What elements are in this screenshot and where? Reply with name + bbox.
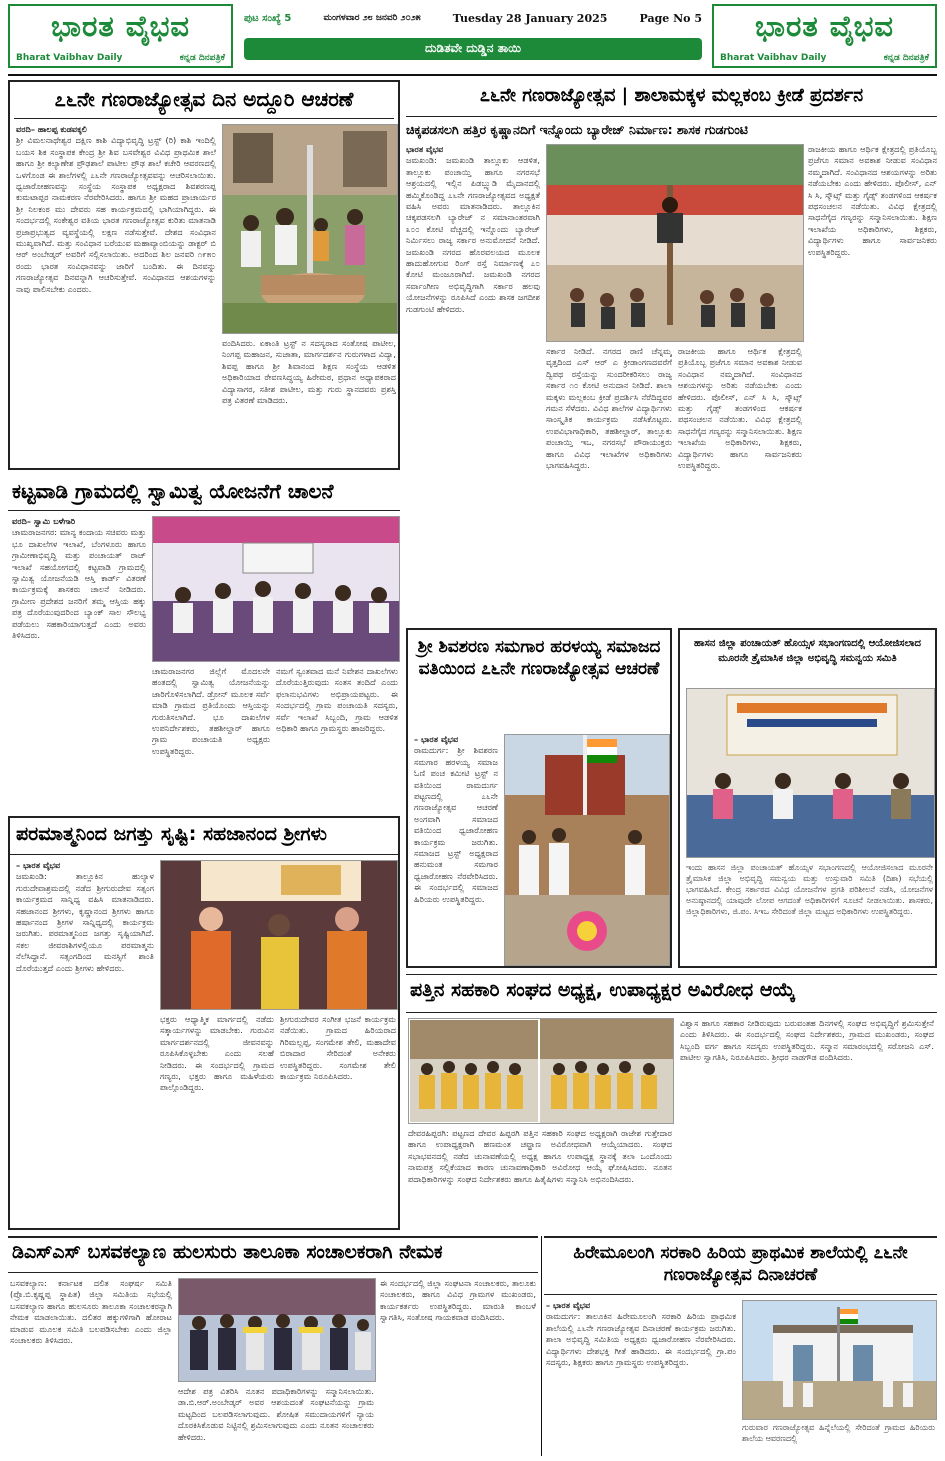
article-text: ಜಮಖಂಡಿ: ಜಮಖಂಡಿ ತಾಲ್ಲೂಕು ಆಡಳಿತ, ತಾಲ್ಲೂಕು ಪಂಚಾಯ್ತಿ ಹಾಗೂ ನಗರಸಭೆ ಆಶ್ರಯದಲ್ಲಿ ಇಲ್ಲಿನ ಪಿಡಬ್ಲ್ಯುಡಿ ಮೈದಾನದಲ್ಲಿ ಹಮ್ಮಿಕೊಂಡಿದ್ದ ೭೬ನೇ ಗಣರಾಜ್ಯೋತ್ಸವದ ಅಧ್ಯಕ್ಷತೆ ವಹಿಸಿ ಅವರು ಮಾತನಾಡಿದರು. ತಾಲ್ಲೂಕಿನ ಚಿಕ್ಕಪಡಸಲಗಿ ಬ್ಯಾರೇಜ್ ನ ಸಮಾನಾಂತರವಾಗಿ ೩೦೦ ಕೋಟಿ ವೆಚ್ಚದಲ್ಲಿ ಇನ್ನೊಂದು ಬ್ಯಾರೇಜ್ ನಿರ್ಮಿಸಲು ರಾಜ್ಯ ಸರ್ಕಾರ ಅನುಮೋದನೆ ನೀಡಿದೆ. ಜಮಖಂಡಿ ನಗರದ ಹೊರವಲಯದ ಮೂಲಕ ಹಾದುಹೋಗುವ ರಿಂಗ್ ರಸ್ತೆ ನಿರ್ಮಾಣಕ್ಕೆ ೭೦ ಕೋಟಿ ಮಂಜೂರಾಗಿದೆ. ಜಮಖಂಡಿ ನಗರದ ಸರ್ವಾಂಗೀಣ ಅಭಿವೃದ್ಧಿಗಾಗಿ ಸರ್ಕಾರ ಹಲವು ಯೋಜನೆಗಳನ್ನು ರೂಪಿಸಿದೆ ಎಂದು ಶಾಸಕ ಜಗದೀಶ ಗುಡಗುಂಟಿ ಹೇಳಿದರು. <box>406 155 540 314</box>
kannada-tag: ಕನ್ನಡ ದಿನಪತ್ರಿಕೆ <box>883 53 929 63</box>
article-text: ರಾಮದುರ್ಗ: ತಾಲೂಕಿನ ಹಿರೇಮೂಲಂಗಿ ಸರಕಾರಿ ಹಿರಿಯ ಪ್ರಾಥಮಿಕ ಶಾಲೆಯಲ್ಲಿ ೭೬ನೇ ಗಣರಾಜ್ಯೋತ್ಸವ ದಿನಾಚರಣೆ ಕಾರ್ಯಕ್ರಮ ಜರುಗಿತು. ಶಾಲಾ ಅಭಿವೃದ್ಧಿ ಸಮಿತಿಯ ಅಧ್ಯಕ್ಷರು ಧ್ವಜಾರೋಹಣ ನೆರವೇರಿಸಿದರು. ವಿದ್ಯಾರ್ಥಿಗಳು ದೇಶಭಕ್ತಿ ಗೀತೆ ಹಾಡಿದರು. ಈ ಸಂದರ್ಭದಲ್ಲಿ ಗ್ರಾ.ಪಂ ಸದಸ್ಯರು, ಶಿಕ್ಷಕರು ಹಾಗೂ ಗ್ರಾಮಸ್ಥರು ಉಪಸ್ಥಿತರಿದ್ದರು. <box>546 1311 736 1368</box>
article-dss-appointment <box>8 1236 538 1456</box>
article-headline: ಪತ್ತಿನ ಸಹಕಾರಿ ಸಂಘದ ಅಧ್ಯಕ್ಷ, ಉಪಾಧ್ಯಕ್ಷರ ಅವಿರೋಧ ಆಯ್ಕೆ <box>410 979 796 1001</box>
article-byline: ವರದಿ– ಹಾಲಪ್ಪ ಕುಡವಕ್ಕಲಿ <box>16 124 87 134</box>
article-haralayya-samaja <box>406 628 672 968</box>
article-swamitva-scheme <box>8 476 400 812</box>
issue-volume: ಪುಟ ಸಂಖ್ಯೆ 5 <box>244 12 292 24</box>
article-disha-meeting <box>678 628 937 968</box>
article-headline: ೭೬ನೇ ಗಣರಾಜ್ಯೋತ್ಸವ ದಿನ ಅದ್ದೂರಿ ಆಚರಣೆ <box>54 87 354 111</box>
photo-stage-dignitaries <box>152 516 400 662</box>
article-body <box>16 860 154 1226</box>
photo-flag-hoisting <box>222 124 398 334</box>
kannada-tag: ಕನ್ನಡ ದಿನಪತ್ರಿಕೆ <box>179 53 225 63</box>
article-body-continued: ರಾಜಕೀಯ ಹಾಗೂ ಆರ್ಥಿಕ ಕ್ಷೇತ್ರದಲ್ಲಿ ಪ್ರತಿಯೊಬ್ಬ ಪ್ರಜೆಗೂ ಸಮಾನ ಅವಕಾಶ ನೀಡುವ ಸಂವಿಧಾನ ನಮ್ಮದಾಗಿದೆ. ಸಂವಿಧಾನದ ಆಶಯಗಳನ್ನು ಅರಿತು ನಡೆಯಬೇಕು ಎಂದು ಹೇಳಿದರು. ಪೊಲೀಸ್, ಎನ್ ಸಿ ಸಿ, ಸ್ಕೌಟ್ಸ್ ಮತ್ತು ಗೈಡ್ಸ್ ತಂಡಗಳಿಂದ ಆಕರ್ಷಕ ಪಥಸಂಚಲನ ನಡೆಯಿತು. ವಿವಿಧ ಕ್ಷೇತ್ರದಲ್ಲಿ ಸಾಧನೆಗೈದ ಗಣ್ಯರನ್ನು ಸನ್ಮಾನಿಸಲಾಯಿತು. ಶಿಕ್ಷಣ ಇಲಾಖೆಯ ಅಧಿಕಾರಿಗಳು, ಶಿಕ್ಷಕರು, ವಿದ್ಯಾರ್ಥಿಗಳು ಹಾಗೂ ಸಾರ್ವಜನಿಕರು ಉಪಸ್ಥಿತರಿದ್ದರು. <box>678 346 802 471</box>
article-body-continued: ಶ್ರೀಗುರುದೇವರ ಸಂಗೀತ ಭಜನೆ ಕಾರ್ಯಕ್ರಮ ನಡೆಯಿತು. ಗ್ರಾಮದ ಹಿರಿಯರಾದ ಗಿರಿಮಲ್ಲಪ್ಪ, ಸಂಗಮೇಶ ತೇಲಿ, ಮಹಾದೇವ ಬಿರಾದಾರ ಸೇರಿದಂತೆ ಅನೇಕರು ಉಪಸ್ಥಿತರಿದ್ದರು. ಸಂಗಮೇಶ ತೇಲಿ ಕಾರ್ಯಕ್ರಮ ನಿರೂಪಿಸಿದರು. <box>280 1014 396 1082</box>
issue-info <box>244 10 702 26</box>
article-subheadline: ಚಿಕ್ಕಪಡಸಲಗಿ ಹತ್ತಿರ ಕೃಷ್ಣಾನದಿಗೆ ಇನ್ನೊಂದು ಬ್ಯಾರೇಜ್ ನಿರ್ಮಾಣ: ಶಾಸಕ ಗುಡಗುಂಟಿ <box>406 122 748 137</box>
article-text: ಚಾಮರಾಜನಗರ: ಮಾನ್ಯ ಕಂದಾಯ ಸಚಿವರು ಮತ್ತು ಭೂ ದಾಖಲೆಗಳ ಇಲಾಖೆ, ಬೆಂಗಳೂರು ಹಾಗೂ ಗ್ರಾಮೀಣಾಭಿವೃದ್ಧಿ ಮತ್ತು ಪಂಚಾಯತ್ ರಾಜ್ ಇಲಾಖೆ ಸಹಯೋಗದಲ್ಲಿ ಕಟ್ಟವಾಡಿ ಗ್ರಾಮದಲ್ಲಿ ಸ್ವಾಮಿತ್ವ ಯೋಜನೆಯಡಿ ಆಸ್ತಿ ಕಾರ್ಡ್ ವಿತರಣೆ ಕಾರ್ಯಕ್ರಮಕ್ಕೆ ಶಾಸಕರು ಚಾಲನೆ ನೀಡಿದರು. ಗ್ರಾಮೀಣ ಪ್ರದೇಶದ ಜನರಿಗೆ ತಮ್ಮ ಆಸ್ತಿಯ ಹಕ್ಕು ಪತ್ರ ದೊರೆಯುವುದರಿಂದ ಬ್ಯಾಂಕ್ ಸಾಲ ಸೌಲಭ್ಯ ಪಡೆಯಲು ಸಹಕಾರಿಯಾಗುತ್ತದೆ ಎಂದು ಅವರು ತಿಳಿಸಿದರು. <box>12 527 146 641</box>
article-byline: ಭಾರತ ವೈಭವ <box>406 144 444 154</box>
photo-flag-ceremony <box>504 734 670 966</box>
article-body-column: ರಾಜಕೀಯ ಹಾಗೂ ಆರ್ಥಿಕ ಕ್ಷೇತ್ರದಲ್ಲಿ ಪ್ರತಿಯೊಬ್ಬ ಪ್ರಜೆಗೂ ಸಮಾನ ಅವಕಾಶ ನೀಡುವ ಸಂವಿಧಾನ ನಮ್ಮದಾಗಿದೆ. ಸಂವಿಧಾನದ ಆಶಯಗಳನ್ನು ಅರಿತು ನಡೆಯಬೇಕು ಎಂದು ಹೇಳಿದರು. ಪೊಲೀಸ್, ಎನ್ ಸಿ ಸಿ, ಸ್ಕೌಟ್ಸ್ ಮತ್ತು ಗೈಡ್ಸ್ ತಂಡಗಳಿಂದ ಆಕರ್ಷಕ ಪಥಸಂಚಲನ ನಡೆಯಿತು. ವಿವಿಧ ಕ್ಷೇತ್ರದಲ್ಲಿ ಸಾಧನೆಗೈದ ಗಣ್ಯರನ್ನು ಸನ್ಮಾನಿಸಲಾಯಿತು. ಶಿಕ್ಷಣ ಇಲಾಖೆಯ ಅಧಿಕಾರಿಗಳು, ಶಿಕ್ಷಕರು, ವಿದ್ಯಾರ್ಥಿಗಳು ಹಾಗೂ ಸಾರ್ವಜನಿಕರು ಉಪಸ್ಥಿತರಿದ್ದರು. <box>808 144 937 257</box>
article-headline: ಹಾಸನ ಜಿಲ್ಲಾ ಪಂಚಾಯತ್ ಹೊಯ್ಸಳ ಸಭಾಂಗಣದಲ್ಲಿ ಆಯೋಜಿಸಲಾದ ಮೂರನೇ ತ್ರೈಮಾಸಿಕ ಜಿಲ್ಲಾ ಅಭಿವೃದ್ಧಿ ಸಮನ್ವಯ ಸಮಿತಿ <box>694 638 921 664</box>
article-byline: – ಭಾರತ ವೈಭವ <box>16 860 61 870</box>
article-body <box>546 1300 736 1452</box>
slogan-bar: ದುಡಿತವೇ ದುಡ್ಡಿನ ತಾಯಿ <box>244 38 702 60</box>
photo-swamiji-felicitation <box>160 860 398 1010</box>
article-headline: ಡಿಎಸ್ಎಸ್ ಬಸವಕಲ್ಯಾಣ ಹುಲಸುರು ತಾಲೂಕಾ ಸಂಚಾಲಕರಾಗಿ ನೇಮಕ <box>12 1241 443 1263</box>
photo-dss-felicitation <box>178 1278 376 1382</box>
article-body: ಬಸವಕಲ್ಯಾಣ: ಕರ್ನಾಟಕ ದಲಿತ ಸಂಘರ್ಷ ಸಮಿತಿ (ಪ್ರೊ.ಬಿ.ಕೃಷ್ಣಪ್ಪ ಸ್ಥಾಪಿತ) ಜಿಲ್ಲಾ ಸಮಿತಿಯ ಸಭೆಯಲ್ಲಿ ಬಸವಕಲ್ಯಾಣ ಹಾಗೂ ಹುಲಸೂರು ತಾಲೂಕಾ ಸಂಚಾಲಕರನ್ನಾಗಿ ನೇಮಕ ಮಾಡಲಾಯಿತು. ದಲಿತರ ಹಕ್ಕುಗಳಿಗಾಗಿ ಹೋರಾಟ ಮಾಡುವ ಮೂಲಕ ಸಮಿತಿ ಬಲಪಡಿಸಬೇಕು ಎಂದು ಜಿಲ್ಲಾ ಸಂಚಾಲಕರು ತಿಳಿಸಿದರು. <box>10 1278 172 1346</box>
article-body-continued: ವಂದಿಸಿದರು. ಏಕಾಂತಿ ಟ್ರಸ್ಟ್ ನ ಸದಸ್ಯರಾದ ಸಂತೋಷ ಪಾಟೀಲ, ನಿಂಗಪ್ಪ ಮಹಾಜನ, ಸುಜಾತಾ, ಮಾರ್ಗದರ್ಶನ ಗುರುಗಳಾದ ವಿದ್ಯಾ, ಶಿವಪ್ಪ ಹಾಗೂ ಶ್ರೀ ಶಿವಾನಂದ ಶಿಕ್ಷಣ ಸಂಸ್ಥೆಯ ಆಡಳಿತ ಅಧಿಕಾರಿಯಾದ ರೇವಣಸಿದ್ಧಯ್ಯ ಹಿರೇಮಠ, ಪ್ರಧಾನ ಅಧ್ಯಾಪಕರಾದ ವಿದ್ಯಾಸಾಗರ, ಸತೀಶ ಪಾಟೀಲ, ಮತ್ತು ಗುರು ಸ್ಥಾನದವರು ಪ್ರಶಸ್ತಿ ಪತ್ರ ವಿತರಣೆ ಮಾಡಿದರು. <box>222 338 396 406</box>
newspaper-name: ಭಾರತ ವೈಭವ <box>50 9 191 43</box>
article-hiremulangi-school <box>544 1236 937 1456</box>
article-body-continued: ಆದೇಶ ಪತ್ರ ವಿತರಿಸಿ ನೂತನ ಪದಾಧಿಕಾರಿಗಳನ್ನು ಸನ್ಮಾನಿಸಲಾಯಿತು. ಡಾ.ಬಿ.ಆರ್.ಅಂಬೇಡ್ಕರ್ ಅವರ ಆಶಯದಂತೆ ಸಂಘಟನೆಯನ್ನು ಗ್ರಾಮ ಮಟ್ಟದಿಂದ ಬಲಪಡಿಸಲಾಗುವುದು. ಶೋಷಿತ ಸಮುದಾಯಗಳಿಗೆ ನ್ಯಾಯ ದೊರಕಿಸಿಕೊಡುವ ನಿಟ್ಟಿನಲ್ಲಿ ಶ್ರಮಿಸಲಾಗುವುದು ಎಂದು ನೂತನ ಸಂಚಾಲಕರು ಹೇಳಿದರು. <box>178 1386 374 1442</box>
article-byline: ವರದಿ– ಸ್ವಾಮಿ ಬಳೆಗಾರಿ <box>12 516 76 526</box>
article-headline: ಹಿರೇಮೂಲಂಗಿ ಸರಕಾರಿ ಹಿರಿಯ ಪ್ರಾಥಮಿಕ ಶಾಲೆಯಲ್ಲಿ ೭೬ನೇ ಗಣರಾಜ್ಯೋತ್ಸವ ದಿನಾಚರಣೆ <box>573 1243 908 1286</box>
photo-caption: ಗುರುವಾರ ಗಣರಾಜ್ಯೋತ್ಸವ ಹಿನ್ನೆಲೆಯಲ್ಲಿ ಸೇರಿದಂತೆ ಗ್ರಾಮದ ಹಿರಿಯರು ಶಾಲೆಯ ಆವರಣದಲ್ಲಿ <box>742 1423 935 1443</box>
article-mallakamba <box>406 80 937 620</box>
masthead-rule <box>8 74 937 76</box>
article-republic-day-celebration <box>8 80 400 470</box>
article-body: ದೇವರಹಿಪ್ಪರಗಿ: ಪಟ್ಟಣದ ದೇವರ ಹಿಪ್ಪರಗಿ ಪತ್ತಿನ ಸಹಕಾರಿ ಸಂಘದ ಅಧ್ಯಕ್ಷರಾಗಿ ರಾಜೇಶ ಗುತ್ತೇದಾರ ಹಾಗೂ ಉಪಾಧ್ಯಕ್ಷರಾಗಿ ಹಣಮಂತ ಚವ್ಹಾಣ ಅವಿರೋಧವಾಗಿ ಆಯ್ಕೆಯಾದರು. ಸಂಘದ ಸಭಾಭವನದಲ್ಲಿ ನಡೆದ ಚುನಾವಣೆಯಲ್ಲಿ ಅಧ್ಯಕ್ಷ ಹಾಗೂ ಉಪಾಧ್ಯಕ್ಷ ಸ್ಥಾನಕ್ಕೆ ತಲಾ ಒಂದೊಂದು ನಾಮಪತ್ರ ಸಲ್ಲಿಕೆಯಾದ ಕಾರಣ ಚುನಾವಣಾಧಿಕಾರಿ ಅವಿರೋಧ ಆಯ್ಕೆ ಘೋಷಿಸಿದರು. ನೂತನ ಪದಾಧಿಕಾರಿಗಳನ್ನು ಸಂಘದ ನಿರ್ದೇಶಕರು ಹಾಗೂ ಹಿತೈಷಿಗಳು ಸನ್ಮಾನಿಸಿ ಅಭಿನಂದಿಸಿದರು. <box>408 1128 672 1184</box>
english-name: Bharat Vaibhav Daily <box>16 53 123 63</box>
photo-disha-meeting <box>686 688 935 858</box>
article-text: ಶ್ರೀ ವಿಮಲನಾಥೇಶ್ವರ ದಕ್ಷಿಣ ಕಾಶಿ ವಿದ್ಯಾಭಿವೃದ್ಧಿ ಟ್ರಸ್ಟ್ (ರಿ) ಕಾಶಿ ಇಂದಿಲ್ಲಿ ಬಯಸ ಶಿಕ ಸಂಸ್ಥಾಪಕ ಕೇಂದ್ರ ಶ್ರೀ ಶಿವ ಬಸವೇಶ್ವರ ವಿವಿಧ ಪ್ರಾಥಮಿಕ ಶಾಲೆ ಹಾಗೂ ಶ್ರೀ ಕಲ್ಯಾಣೇಶ ಪ್ರೌಢಶಾಲೆ ಪಾಟೀಲ ಪ್ರೌಢ ಶಾಲೆ ಕಚೇರಿ ಆವರಣದಲ್ಲಿ ಒಳಗೊಂಡ ಈ ಶಾಲೆಗಳಲ್ಲಿ ೭೬ನೇ ಗಣರಾಜ್ಯೋತ್ಸವವನ್ನು ಆಚರಿಸಲಾಯಿತು. ಧ್ವಜಾರೋಹಣವನ್ನು ಸಂಸ್ಥೆಯ ಸಂಸ್ಥಾಪಕ ಅಧ್ಯಕ್ಷರಾದ ಶಿವಶರಣಪ್ಪ ಕುಮಟಾಪ್ಪರ ನಾಮಕರಣ ನೆರವೇರಿಸಿದರು. ಹಾಗೂ ಶ್ರೀ ಮಹದ ಪ್ರಾಚಾರ್ಯರ ಶ್ರೀ ನಿಲಕಂಠ ಮು ದೇವರು ಸಹ ಕಾರ್ಯಕ್ರಮದಲ್ಲಿ ಭಾಗಿಯಾಗಿದ್ದರು. ಈ ಸಂದರ್ಭದಲ್ಲಿ ಸಂಕೇಶ್ವರ ವತಿಯ ಭಾರತ ಗಣರಾಜ್ಯೋತ್ಸವ ಕುರಿತು ಮಾತನಾಡಿ ಪ್ರಜಾಪ್ರಭುತ್ವದ ವ್ಯವಸ್ಥೆಯಲ್ಲಿ ಲಕ್ಷಣ ನಡೆಸುತ್ತೇವೆ. ದೇಶದ ಸಂವಿಧಾನ ಮುಖ್ಯವಾಗಿದೆ. ಮತ್ತು ಸಂವಿಧಾನ ಬರೆಯುವ ಮಹಾವ್ಯಾಂಬಿಯನ್ನು ಡಾಕ್ಟರ್ ಬಿ ಆರ್ ಅಂಬೇಡ್ಕರ್ ಅವರಿಗೆ ಸಲ್ಲಿಸಲಾಯಿತು. ಅದರಿಂದ ಶಿಲ ಜನವರಿ ೧೯೫೦ ರಂದು ಭಾರತ ಸಂವಿಧಾನವನ್ನು ಜಾರಿಗೆ ಬಂದಿತು. ಈ ದಿನವನ್ನು ಗಣರಾಜ್ಯೋತ್ಸವ ದಿನವನ್ನಾಗಿ ಆಚರಿಸುತ್ತೇವೆ. ಸಂವಿಧಾನದ ಆಶಯಗಳನ್ನು ನಾವು ಪಾಲಿಸಬೇಕು ಎಂದರು. <box>16 135 216 294</box>
article-body <box>16 124 216 466</box>
article-body <box>406 144 540 614</box>
newspaper-name: ಭಾರತ ವೈಭವ <box>754 9 895 43</box>
article-body-continued: ಸರ್ಕಾರ ನೀಡಿದೆ. ನಗರದ ರಾಣಿ ಚೆನ್ನಮ್ಮ ವೃತ್ತದಿಂದ ಎಸ್ ಆರ್ ಎ ಕ್ರೀಡಾಂಗಣದವರೆಗೆ ದ್ವಿಪಥ ರಸ್ತೆಯನ್ನು ಸುಂದರೀಕರಿಸಲು ರಾಜ್ಯ ಸರ್ಕಾರ ೧೦ ಕೋಟಿ ಅನುದಾನ ನೀಡಿದೆ. ಶಾಲಾ ಮಕ್ಕಳು ಮಲ್ಲಕಂಬ ಕ್ರೀಡೆ ಪ್ರದರ್ಶಿಸಿ ನೆರೆದಿದ್ದವರ ಗಮನ ಸೆಳೆದರು. ವಿವಿಧ ಶಾಲೆಗಳ ವಿದ್ಯಾರ್ಥಿಗಳು ಸಾಂಸ್ಕೃತಿಕ ಕಾರ್ಯಕ್ರಮ ನಡೆಸಿಕೊಟ್ಟರು. ಉಪವಿಭಾಗಾಧಿಕಾರಿ, ತಹಶೀಲ್ದಾರ್, ತಾಲ್ಲೂಕು ಪಂಚಾಯ್ತಿ ಇಒ, ನಗರಸಭೆ ಪೌರಾಯುಕ್ತರು ಹಾಗೂ ವಿವಿಧ ಇಲಾಖೆಗಳ ಅಧಿಕಾರಿಗಳು ಭಾಗವಹಿಸಿದ್ದರು. <box>546 346 672 471</box>
article-headline: ಶ್ರೀ ಶಿವಶರಣ ಸಮಗಾರ ಹರಳಯ್ಯ ಸಮಾಜದ ವತಿಯಿಂದ ೭೬ನೇ ಗಣರಾಜ್ಯೋತ್ಸವ ಆಚರಣೆ <box>417 637 661 680</box>
article-cooperative-election <box>406 974 937 1230</box>
issue-date: Tuesday 28 January 2025 <box>452 11 608 25</box>
article-body-continued: ಚಾಮರಾಜನಗರ ಜಿಲ್ಲೆಗೆ ಮೊದಲನೇ ಹಂತದಲ್ಲಿ ಸ್ವಾಮಿತ್ವ ಯೋಜನೆಯನ್ನು ಜಾರಿಗೊಳಿಸಲಾಗಿದೆ. ಡ್ರೋನ್ ಮೂಲಕ ಸರ್ವೆ ಮಾಡಿ ಗ್ರಾಮದ ಪ್ರತಿಯೊಂದು ಆಸ್ತಿಯನ್ನು ಗುರುತಿಸಲಾಗಿದೆ. ಭೂ ದಾಖಲೆಗಳ ಉಪನಿರ್ದೇಶಕರು, ತಹಶೀಲ್ದಾರ್ ಹಾಗೂ ಗ್ರಾಮ ಪಂಚಾಯತಿ ಅಧ್ಯಕ್ಷರು ಉಪಸ್ಥಿತರಿದ್ದರು. <box>152 666 270 756</box>
photo-caption: ಇಂದು ಹಾಸನ ಜಿಲ್ಲಾ ಪಂಚಾಯತ್ ಹೊಯ್ಸಳ ಸಭಾಂಗಣದಲ್ಲಿ ಆಯೋಜಿಸಲಾದ ಮೂರನೇ ತ್ರೈಮಾಸಿಕ ಜಿಲ್ಲಾ ಅಭಿವೃದ್ಧಿ ಸಮನ್ವಯ ಮತ್ತು ಉಸ್ತುವಾರಿ ಸಮಿತಿ (ದಿಶಾ) ಸಭೆಯಲ್ಲಿ ಭಾಗವಹಿಸಿದೆ. ಕೇಂದ್ರ ಸರ್ಕಾರದ ವಿವಿಧ ಯೋಜನೆಗಳ ಪ್ರಗತಿ ಪರಿಶೀಲನೆ ನಡೆಸಿ, ಯೋಜನೆಗಳ ಅನುಷ್ಠಾನದಲ್ಲಿ ಯಾವುದೇ ಲೋಪ ಆಗದಂತೆ ಅಧಿಕಾರಿಗಳಿಗೆ ಸೂಚನೆ ನೀಡಲಾಯಿತು. ಶಾಸಕರು, ಜಿಲ್ಲಾಧಿಕಾರಿಗಳು, ಜಿ.ಪಂ. ಸಿಇಒ ಸೇರಿದಂತೆ ಜಿಲ್ಲಾ ಮಟ್ಟದ ಅಧಿಕಾರಿಗಳು ಉಪಸ್ಥಿತರಿದ್ದರು. <box>686 863 933 916</box>
article-byline: – ಭಾರತ ವೈಭವ <box>546 1300 591 1310</box>
photo-mallakamba-display <box>546 144 804 342</box>
article-body-continued: ನಮಗೆ ಸ್ವಂತವಾದ ಮನೆ ನಿವೇಶನ ದಾಖಲೆಗಳು ದೊರೆಯುತ್ತಿರುವುದು ಸಂತಸ ತಂದಿದೆ ಎಂದು ಫಲಾನುಭವಿಗಳು ಅಭಿಪ್ರಾಯಪಟ್ಟರು. ಈ ಸಂದರ್ಭದಲ್ಲಿ ಗ್ರಾಮ ಪಂಚಾಯತಿ ಸದಸ್ಯರು, ಸರ್ವೆ ಇಲಾಖೆ ಸಿಬ್ಬಂದಿ, ಗ್ರಾಮ ಆಡಳಿತ ಅಧಿಕಾರಿ ಹಾಗೂ ಗ್ರಾಮಸ್ಥರು ಹಾಜರಿದ್ದರು. <box>276 666 398 734</box>
article-body-continued: ವಿಶ್ವಾಸ ಹಾಗೂ ಸಹಕಾರ ನೀಡಿರುವುದು ಬರುವಂತಹ ದಿನಗಳಲ್ಲಿ ಸಂಘದ ಅಭಿವೃದ್ಧಿಗೆ ಶ್ರಮಿಸುತ್ತೇನೆ ಎಂದು ತಿಳಿಸಿದರು. ಈ ಸಂದರ್ಭದಲ್ಲಿ ಸಂಘದ ನಿರ್ದೇಶಕರು, ಗ್ರಾಮದ ಮುಖಂಡರು, ಸಂಘದ ಸಿಬ್ಬಂದಿ ವರ್ಗ ಹಾಗೂ ಸದಸ್ಯರು ಉಪಸ್ಥಿತರಿದ್ದರು. ಸನ್ಮಾನ ಸಮಾರಂಭದಲ್ಲಿ ಸರೋಜನಿ ಎಸ್. ಪಾಟೀಲ ಸ್ವಾಗತಿಸಿ, ನಿರೂಪಿಸಿದರು. ಶ್ರೀಧರ ನಾಡಗೌಡ ವಂದಿಸಿದರು. <box>680 1018 934 1063</box>
article-body-continued: ಈ ಸಂದರ್ಭದಲ್ಲಿ ಜಿಲ್ಲಾ ಸಂಘಟನಾ ಸಂಚಾಲಕರು, ತಾಲೂಕು ಸಂಚಾಲಕರು, ಹಾಗೂ ವಿವಿಧ ಗ್ರಾಮಗಳ ಮುಖಂಡರು, ಕಾರ್ಯಕರ್ತರು ಉಪಸ್ಥಿತರಿದ್ದರು. ಮಾರುತಿ ಕಾಂಬಳೆ ಸ್ವಾಗತಿಸಿ, ಸಂತೋಷ ಗಾಯಕವಾಡ ವಂದಿಸಿದರು. <box>380 1278 536 1323</box>
article-text: ರಾಮದುರ್ಗ: ಶ್ರೀ ಶಿವಶರಣ ಸಮಗಾರ ಹರಳಯ್ಯ ಸಮಾಜ ಓಣಿ ಪಂಚ ಕಮೀಟಿ ಟ್ರಸ್ಟ್ ನ ವತಿಯಿಂದ ರಾಮದುರ್ಗ ಪಟ್ಟಣದಲ್ಲಿ ೭೬ನೇ ಗಣರಾಜ್ಯೋತ್ಸವ ಆಚರಣೆ ಅಂಗವಾಗಿ ಸಮಾಜದ ವತಿಯಿಂದ ಧ್ವಜಾರೋಹಣ ಕಾರ್ಯಕ್ರಮ ಜರುಗಿತು. ಸಮಾಜದ ಟ್ರಸ್ಟ್ ಅಧ್ಯಕ್ಷರಾದ ಹನುಮಂತ ಸಮಗಾರ ಧ್ವಜಾರೋಹಣ ನೆರವೇರಿಸಿದರು. ಈ ಸಂದರ್ಭದಲ್ಲಿ ಸಮಾಜದ ಹಿರಿಯರು ಉಪಸ್ಥಿತರಿದ್ದರು. <box>414 745 498 904</box>
article-body <box>414 734 498 964</box>
column-divider <box>541 1236 542 1456</box>
english-name: Bharat Vaibhav Daily <box>720 53 827 63</box>
photo-school-flag <box>742 1300 937 1420</box>
article-headline: ೭೬ನೇ ಗಣರಾಜ್ಯೋತ್ಸವ | ಶಾಲಾಮಕ್ಕಳ ಮಲ್ಲಕಂಬ ಕ್ರೀಡೆ ಪ್ರದರ್ಶನ <box>479 85 864 106</box>
article-body <box>12 516 146 808</box>
masthead-logo-right <box>712 4 937 68</box>
issue-kn-date: ಮಂಗಳವಾರ ೨೮ ಜನವರಿ ೨೦೨೫ <box>323 13 421 23</box>
photo-cooperative-felicitation <box>408 1018 674 1124</box>
page-number: Page No 5 <box>639 11 702 25</box>
article-text: ಜಮಖಂಡಿ: ತಾಲ್ಲೂಕಿನ ಹುಲ್ಯಾಳ ಗುರುದೇವಾಶ್ರಮದಲ್ಲಿ ನಡೆದ ಶ್ರೀಗುರುದೇವ ಸತ್ಸಂಗ ಕಾರ್ಯಕ್ರಮದ ಸಾನ್ನಿಧ್ಯ ವಹಿಸಿ ಮಾತನಾಡಿದರು. ಸಹಜಾನಂದ ಶ್ರೀಗಳು, ಕೃಷ್ಣಾನಂದ ಶ್ರೀಗಳು ಹಾಗೂ ಹರ್ಷಾನಂದ ಶ್ರೀಗಳ ಸಾನ್ನಿಧ್ಯದಲ್ಲಿ ಕಾರ್ಯಕ್ರಮ ಜರುಗಿತು. ಪರಮಾತ್ಮನಿಂದ ಜಗತ್ತು ಸೃಷ್ಟಿಯಾಗಿದೆ. ಸಕಲ ಜೀವರಾಶಿಗಳಲ್ಲಿಯೂ ಪರಮಾತ್ಮನು ನೆಲೆಸಿದ್ದಾನೆ. ಸತ್ಸಂಗದಿಂದ ಮನಸ್ಸಿಗೆ ಶಾಂತಿ ದೊರೆಯುತ್ತದೆ ಎಂದು ಶ್ರೀಗಳು ಹೇಳಿದರು. <box>16 871 154 973</box>
article-sahajananda-shrigalu <box>8 816 400 1230</box>
article-headline: ಪರಮಾತ್ಮನಿಂದ ಜಗತ್ತು ಸೃಷ್ಟಿ: ಸಹಜಾನಂದ ಶ್ರೀಗಳು <box>16 823 327 845</box>
article-body-continued: ಭಕ್ತರು ಆಧ್ಯಾತ್ಮಿಕ ಮಾರ್ಗದಲ್ಲಿ ನಡೆದು ಸತ್ಕಾರ್ಯಗಳನ್ನು ಮಾಡಬೇಕು. ಗುರುವಿನ ಮಾರ್ಗದರ್ಶನದಲ್ಲಿ ಜೀವನವನ್ನು ರೂಪಿಸಿಕೊಳ್ಳಬೇಕು ಎಂದು ಸಲಹೆ ನೀಡಿದರು. ಈ ಸಂದರ್ಭದಲ್ಲಿ ಗ್ರಾಮದ ಗಣ್ಯರು, ಭಕ್ತರು ಹಾಗೂ ಮಹಿಳೆಯರು ಪಾಲ್ಗೊಂಡಿದ್ದರು. <box>160 1014 274 1093</box>
masthead-logo-left <box>8 4 233 68</box>
article-headline: ಕಟ್ಟವಾಡಿ ಗ್ರಾಮದಲ್ಲಿ ಸ್ವಾಮಿತ್ವ ಯೋಜನೆಗೆ ಚಾಲನೆ <box>12 479 334 503</box>
article-byline: – ಭಾರತ ವೈಭವ <box>414 734 459 744</box>
